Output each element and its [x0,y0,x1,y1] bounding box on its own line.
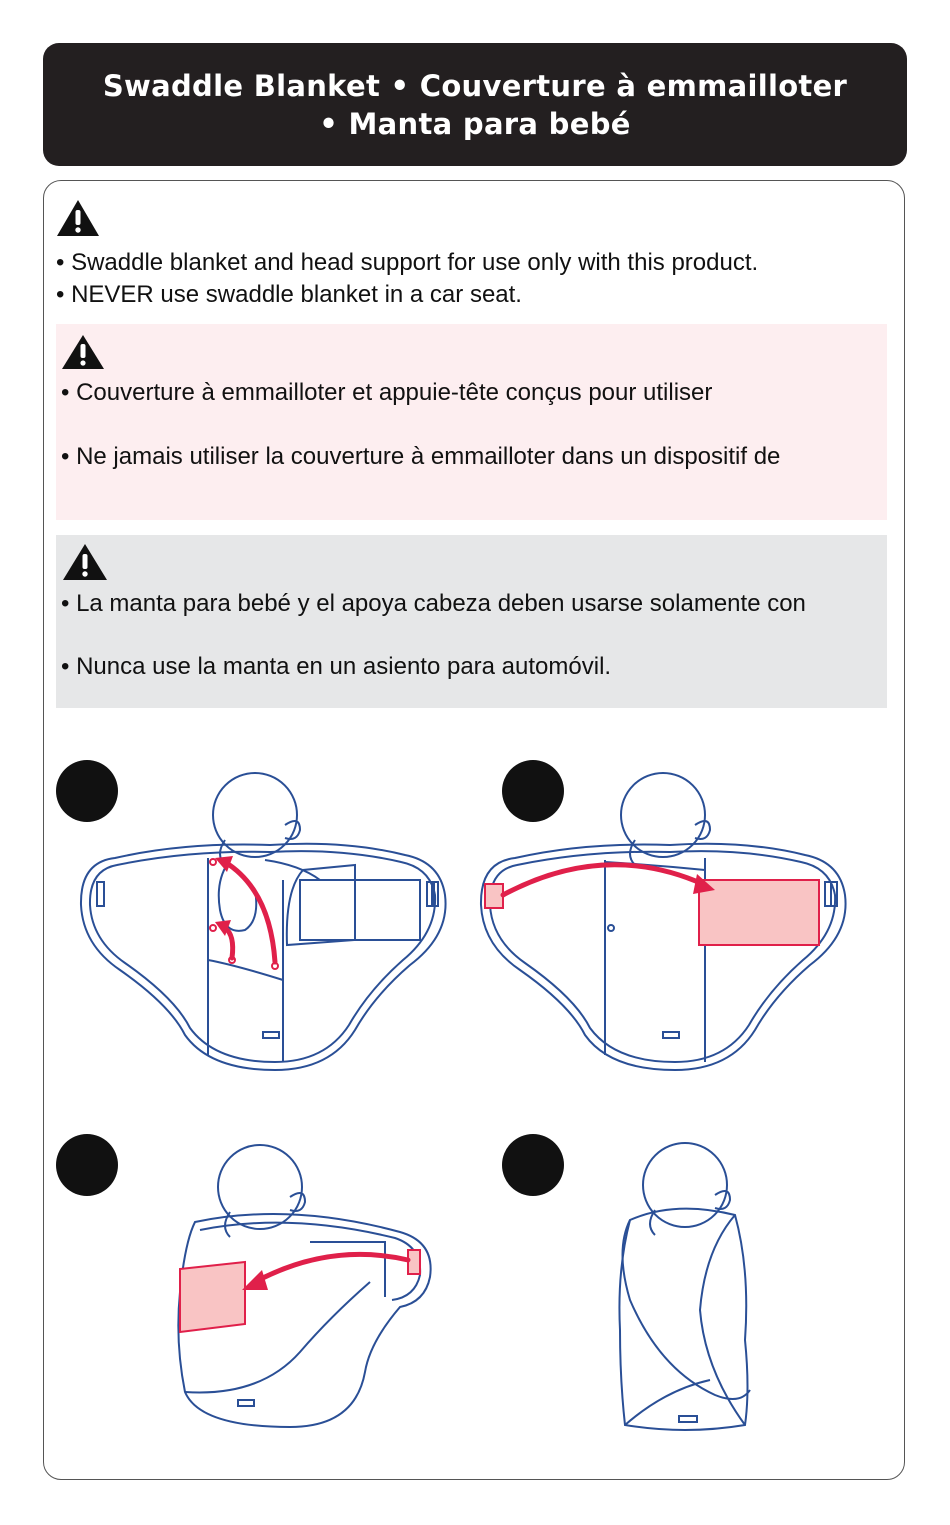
title-line-1: Swaddle Blanket • Couverture à emmailloter [102,68,848,103]
french-warning-box [56,324,887,520]
spanish-warning-box [56,535,887,708]
english-warning-1: • Swaddle blanket and head support for use only with this product. [56,249,759,276]
title-bar [43,43,907,166]
warning-triangle-icon [61,542,109,582]
spanish-warning-2: • Nunca use la manta en un asiento para automóvil. [61,653,612,680]
step-circle-4 [502,1134,564,1196]
step-3-illustration [170,1142,440,1432]
warning-triangle-icon [55,198,101,238]
step-circle-3 [56,1134,118,1196]
french-warning-1: • Couverture à emmailloter et appuie-tête conçus pour utiliser [61,379,713,406]
french-warning-2: • Ne jamais utiliser la couverture à emmailloter dans un dispositif de [61,443,781,470]
title-line-2: • Manta para bebé [319,106,631,141]
english-warning-2: • NEVER use swaddle blanket in a car seat. [56,281,522,308]
warning-triangle-icon [60,333,106,371]
step-4-illustration [605,1140,765,1440]
spanish-warning-1: • La manta para bebé y el apoya cabeza deben usarse solamente con [61,590,806,617]
step-1-illustration [75,770,455,1070]
step-2-illustration [475,770,855,1070]
